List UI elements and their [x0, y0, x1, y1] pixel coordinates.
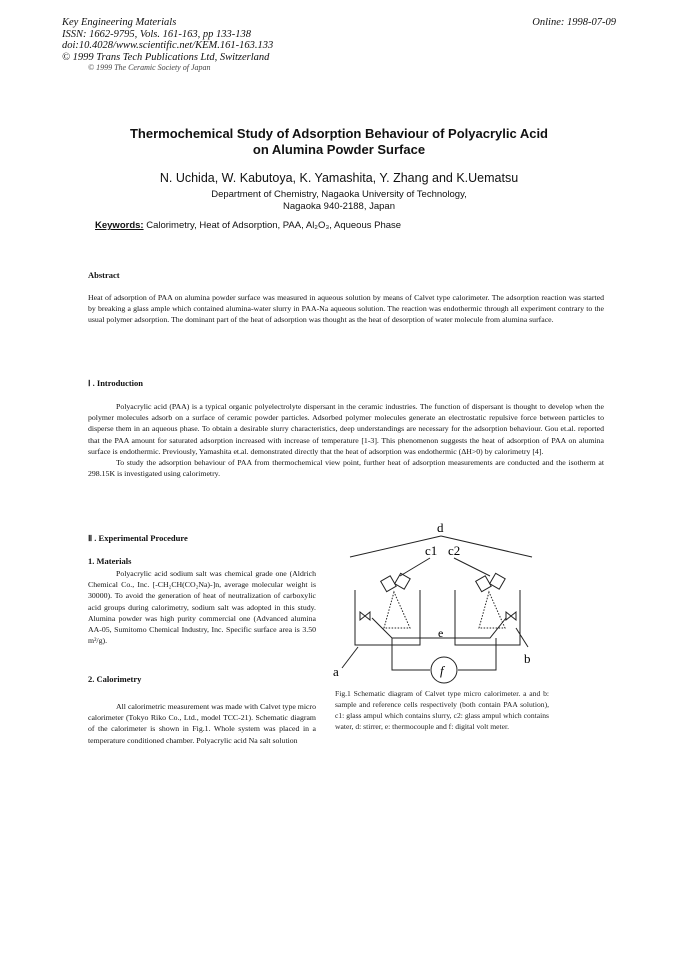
label-f: f — [440, 663, 444, 678]
journal-header — [62, 17, 273, 72]
intro-paragraph-1: Polyacrylic acid (PAA) is a typical organic polyelectrolyte dispersant in the ceramic industries. The function of dispersant is thought to develop when the polymer molecules adsorb on a surface of ceramic powder particles. Adsorbed polymer molecules generate an electrostatic repulsive force between particles to disperse them in an aqueous phase. To obtain a desirable slurry characteristics, deep understandings are necessary for the adsorption behaviour. Gou et.al. reported that the PAA amount for saturated adsorption increased with increase of temperature [1-3]. This phenomenon suggests the heat of adsorption of PAA on alumina surface is endothermic. Previously, Yamashita et.al. demonstrated directly that the heat of adsorption was endothermic (ΔH>0) by calorimetry [4]. — [88, 402, 604, 456]
label-c1: c1 — [425, 543, 438, 558]
keywords — [95, 220, 401, 231]
online-date: Online: 1998-07-09 — [532, 17, 616, 28]
label-c2: c2 — [448, 543, 461, 558]
abstract-heading: Abstract — [88, 270, 120, 280]
wire-right — [458, 638, 496, 670]
cell-a — [355, 590, 420, 645]
label-e: e — [438, 626, 444, 640]
intro-section — [88, 401, 604, 479]
keywords-text: Calorimetry, Heat of Adsorption, PAA, Al₂O₃, Aqueous Phase — [143, 220, 402, 231]
authors: N. Uchida, W. Kabutoya, K. Yamashita, Y. Zhang and K.Uematsu — [159, 171, 519, 185]
intro-paragraph-2: To study the adsorption behaviour of PAA from thermochemical view point, further heat of adsorption measurements are conducted and the isotherm at 298.15K is investigated using calorimetry. — [88, 458, 604, 479]
doi-line: doi:10.4028/www.scientific.net/KEM.161-163.133 — [62, 40, 274, 51]
label-a: a — [333, 664, 339, 679]
journal-name: Key Engineering Materials — [62, 17, 177, 28]
paper-title — [0, 126, 678, 158]
intro-heading: Ⅰ . Introduction — [88, 378, 144, 388]
society-line: © 1999 The Ceramic Society of Japan — [88, 63, 211, 72]
slurry-cone — [384, 592, 410, 628]
a-leader — [342, 647, 358, 668]
affiliation-line-2: Nagaoka 940-2188, Japan — [283, 200, 395, 212]
affiliation-line-1: Department of Chemistry, Nagaoka University of Technology, — [211, 189, 467, 200]
c2-leader — [454, 558, 490, 576]
b-leader — [516, 628, 528, 647]
sensor-a — [360, 612, 370, 620]
affiliation — [0, 189, 678, 212]
volt-meter — [431, 657, 457, 683]
c1-leader — [400, 558, 430, 576]
abstract-text: Heat of adsorption of PAA on alumina powder surface was measured in aqueous solution by means of Calvet type calorimeter. The adsorption reaction was started by breaking a glass ample which contained alumina-water slurry in PAA-Na aqueous solution. The reaction was endothermic through all experiment contrary to the usual polymer adsorption. The dominant part of the heat of adsorption was thought as the heat of desorption of water molecule from alumina surface. — [88, 293, 604, 325]
title-line-2: on Alumina Powder Surface — [252, 142, 426, 157]
copyright-line: © 1999 Trans Tech Publications Ltd, Switzerland — [62, 51, 270, 63]
materials-text — [88, 568, 316, 646]
water-cone — [479, 592, 505, 628]
figure-caption: Fig.1 Schematic diagram of Calvet type micro calorimeter. a and b: sample and reference cells respectively (both contain PAA solution), c1: glass ampul which contains slurry, c2: glass ampul which contains water, d: stirrer, e: thermocouple and f: digital volt meter. — [335, 689, 549, 731]
calorimetry-text — [88, 701, 316, 746]
title-line-1: Thermochemical Study of Adsorption Behaviour of Polyacrylic Acid — [129, 126, 548, 141]
label-d: d — [437, 520, 444, 535]
wire-left — [392, 638, 430, 670]
label-b: b — [524, 651, 531, 666]
materials-paragraph: Polyacrylic acid sodium salt was chemical grade one (Aldrich Chemical Co., Inc. [-CH₂CH(CO₂Na)-]n, average molecular weight is 30000). To avoid the generation of heat of neutralization of carboxylic acid groups during calorimetry, sodium salt was adopted in this study. Alumina powder was high purity commercial one (Advanced alumina AA-05, Sumitomo Chemical Industry, Inc. Specific surface area is 3.50 m²/g). — [88, 569, 316, 646]
sensor-b — [506, 612, 516, 620]
calorimetry-paragraph: All calorimetric measurement was made with Calvet type micro calorimeter (Tokyo Riko Co., Ltd., model TCC-21). Schematic diagram of the calorimeter is shown in Fig.1. Whole system was placed in a temperature conditioned chamber. Polyacrylic acid Na salt solution — [88, 702, 316, 745]
keywords-label: Keywords: — [95, 220, 144, 231]
ampul-c2-right — [490, 573, 506, 589]
ampul-c1-left — [381, 576, 397, 592]
ampul-c1-right — [395, 573, 411, 589]
materials-heading: 1. Materials — [88, 556, 132, 566]
ampul-c2-left — [476, 576, 492, 592]
calorimeter-diagram — [330, 520, 540, 685]
issn-line: ISSN: 1662-9795, Vols. 161-163, pp 133-138 — [62, 28, 251, 40]
experimental-heading: Ⅱ . Experimental Procedure — [88, 533, 188, 543]
calorimetry-heading: 2. Calorimetry — [88, 674, 142, 684]
